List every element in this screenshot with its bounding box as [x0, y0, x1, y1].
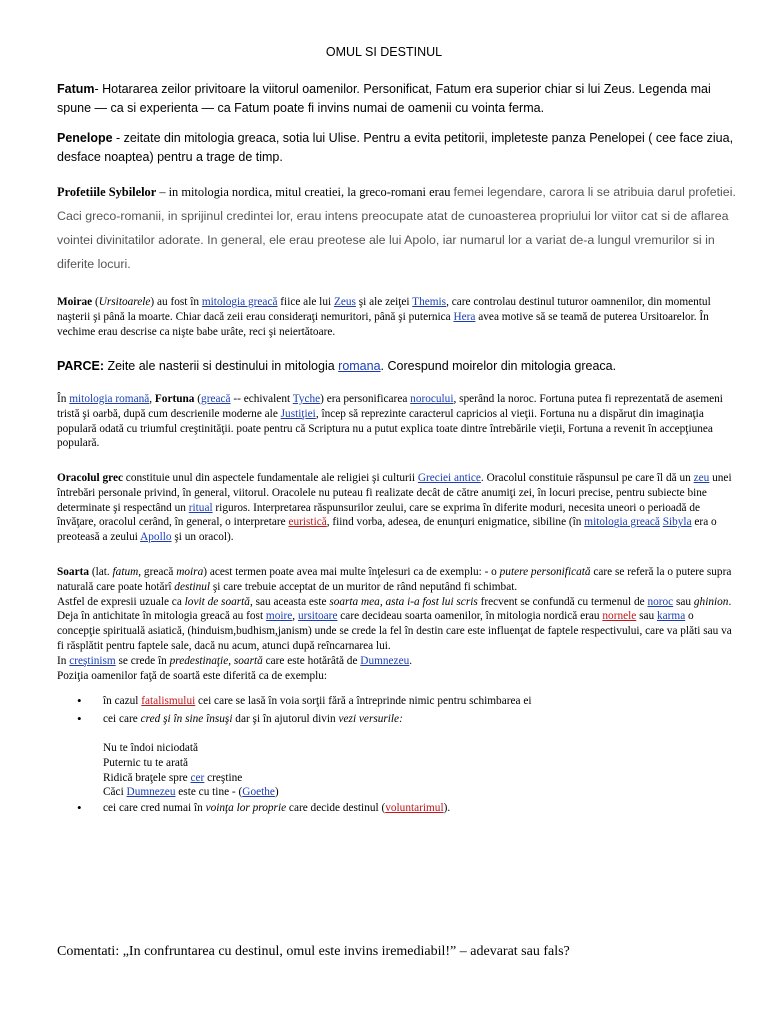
term-fortuna: Fortuna	[154, 393, 195, 405]
paragraph-oracol: Oracolul grec constituie unul din aspectele fundamentale ale religiei şi culturii Greciei antice. Oracolul constituie răspunsul pe care îl dă un zeu unei întrebări personale privind, în general, viitorul. Oracolele nu puteau fi realizate decât de către anumiţi zei, în locuri precise, pentru subiecte bine determinate şi respectând un ritual riguros. Interpretarea răspunsurilor zeului, care se exprima în diferite moduri, necesita uneori o perioadă de învăţare, oracolul cerând, în general, o interpretare euristică, fiind vorba, adesea, de enunţuri enigmatice, sibiline (în mitologia greacă Sibyla era o preoteasă a zeului Apollo şi un oracol).	[57, 472, 732, 544]
link-dumnezeu-2[interactable]: Dumnezeu	[126, 786, 176, 799]
link-moire[interactable]: moire	[265, 610, 293, 623]
link-mitologia-romana[interactable]: mitologia romană	[69, 393, 150, 405]
paragraph-soarta: Soarta (lat. fatum, greacă moira) acest termen poate avea mai multe înţelesuri ca de exemplu: - o putere personificată care se referă la o putere supra naturală care poate hotărî destinul şi care trebuie acceptat de un muritor de rând neputând fi schimbat.	[57, 566, 732, 593]
paragraph-antichitate: Deja în antichitate în mitologia greacă au fost moire, ursitoare care decideau soarta oamenilor, în mitologia nordică erau nornele sau karma o concepţie spirituală asiatică, (hinduism,budhism,janism) unde se crede la fel în destin care este influenţat de faptele respectivului, care va plăti sau va fi răsplătit pentru faptele sale, dacă nu acum, atunci după reîncarnarea lui.	[57, 610, 732, 652]
paragraph-fatum: Fatum- Hotararea zeilor privitoare la viitorul oamenilor. Personificat, Fatum era superior chiar si lui Zeus. Legenda mai spune — ca si experienta — ca Fatum poate fi invins numai de oamenii cu vointa ferma.	[57, 82, 711, 115]
term-parce: PARCE:	[57, 359, 104, 373]
paragraph-pozitia: Poziţia oamenilor faţă de soartă este diferită ca de exemplu:	[57, 669, 328, 682]
paragraph-moirae: Moirae (Ursitoarele) au fost în mitologia greacă fiice ale lui Zeus şi ale zeiţei Themis, care controlau destinul tuturor oamnenilor, din momentul naşterii şi până la moarte. Chiar dacă zeii erau consideraţi nemuritori, până şi puternica Hera avea motive să se teamă de puterea Ursitoarelor. În vechime erau descrise ca nişte babe urâte, reci şi neiertătoare.	[57, 296, 711, 338]
paragraph-expresii: Astfel de expresii uzuale ca lovit de soartă, sau aceasta este soarta mea, asta i-a fost lui scris frecvent se confundă cu termenul de noroc sau ghinion.	[57, 595, 732, 608]
term-moirae: Moirae	[57, 296, 93, 308]
link-justitiei[interactable]: Justiţiei	[280, 407, 316, 420]
link-norocului[interactable]: norocului	[410, 393, 454, 405]
link-voluntarimul[interactable]: voluntarimul	[385, 802, 444, 815]
link-crestinism[interactable]: creştinism	[69, 654, 116, 667]
poem: Nu te îndoi niciodată Puternic tu te arată Ridică braţele spre cer creştine Căci Dumnezeu este cu tine - (Goethe)	[103, 741, 279, 799]
term-oracol: Oracolul grec	[57, 472, 123, 484]
link-themis[interactable]: Themis	[412, 296, 447, 308]
link-mitologia-greaca-2[interactable]: mitologia greacă	[584, 516, 660, 529]
list-item: • cei care cred numai în voinţa lor proprie care decide destinul (voluntarimul).	[57, 801, 737, 816]
paragraph-crestinism: In creştinism se crede în predestinaţie, soartă care este hotărâtă de Dumnezeu.	[57, 654, 413, 667]
link-tyche[interactable]: Tyche	[292, 393, 321, 405]
link-nornele[interactable]: nornele	[602, 610, 637, 623]
link-goethe[interactable]: Goethe	[242, 786, 275, 799]
paragraph-penelope: Penelope - zeitate din mitologia greaca, sotia lui Ulise. Pentru a evita petitorii, impleteste panza Penelopei ( cee face ziua, desface noaptea) pentru a trage de timp.	[57, 131, 734, 164]
section-soarta	[57, 565, 737, 816]
link-greciei-antice[interactable]: Greciei antice	[417, 472, 481, 484]
link-cer[interactable]: cer	[190, 771, 205, 784]
link-ritual[interactable]: ritual	[188, 501, 213, 514]
paragraph-parce: PARCE: Zeite ale nasterii si destinului in mitologia romana. Corespund moirelor din mitologia greaca.	[57, 359, 617, 373]
link-hera[interactable]: Hera	[453, 310, 476, 323]
term-sybil: Profetiile Sybilelor	[57, 185, 157, 199]
bullet-list	[57, 694, 737, 816]
comment-question: Comentati: „In confruntarea cu destinul, omul este invins iremediabil!” – adevarat sau fals?	[57, 944, 570, 959]
paragraph-fortuna: În mitologia romană, Fortuna (greacă -- echivalent Tyche) era personificarea norocului, sperând la noroc. Fortuna putea fi reprezentată de asemeni tristă şi oarbă, după cum descrienile moderne ale Justiţiei, încep să reprezinte caracterul capricios al vieţii. Fortuna nu a dispărut din imaginaţia populară odată cu triumful creştinităţii. poate pentru că Scriptura nu a putut explica toate dintre întrebările vieţii, Fortuna a revenit în accepţiunea populară.	[57, 393, 723, 450]
term-penelope: Penelope	[57, 131, 113, 145]
link-sibyla[interactable]: Sibyla	[662, 516, 692, 529]
link-ursitoare[interactable]: ursitoare	[297, 610, 338, 623]
term-soarta: Soarta	[57, 566, 90, 578]
paragraph-sybil: Profetiile Sybilelor – in mitologia nordica, mitul creatiei, la greco-romani erau femei legendare, carora li se atribuia darul profetiei. Caci greco-romanii, in sprijinul credintei lor, erau intens preocupate atat de cunoasterea propriului lor viitor cat si de aflarea vointei divinitatilor adorate. In general, ele erau preotese ale lui Apolo, iar numarul lor a variat de-a lungul vremurilor si in diferite locuri.	[57, 185, 736, 271]
list-item: • în cazul fatalismului cei care se lasă în voia sorţii fără a întreprinde nimic pentru schimbarea ei	[57, 694, 737, 709]
link-fatalismului[interactable]: fatalismului	[141, 695, 196, 708]
list-item: • cei care cred şi în sine însuşi dar şi în ajutorul divin vezi versurile: Nu te îndoi niciodată Puternic tu te arată Ridică braţele spre cer creştine Căci Dumnezeu este cu tine - (Goethe)	[57, 712, 737, 800]
page-title: OMUL SI DESTINUL	[325, 45, 443, 59]
link-romana[interactable]: romana	[338, 359, 381, 373]
link-dumnezeu[interactable]: Dumnezeu	[360, 654, 410, 667]
link-noroc[interactable]: noroc	[647, 595, 674, 608]
term-fatum: Fatum	[57, 82, 95, 96]
link-karma[interactable]: karma	[656, 610, 686, 623]
link-apollo[interactable]: Apollo	[140, 531, 172, 544]
link-zeus[interactable]: Zeus	[333, 296, 356, 308]
link-mitologia-greaca[interactable]: mitologia greacă	[201, 296, 278, 308]
link-euristica[interactable]: euristică	[288, 516, 327, 529]
link-zeu[interactable]: zeu	[693, 472, 710, 484]
link-greaca[interactable]: greacă	[201, 393, 231, 405]
